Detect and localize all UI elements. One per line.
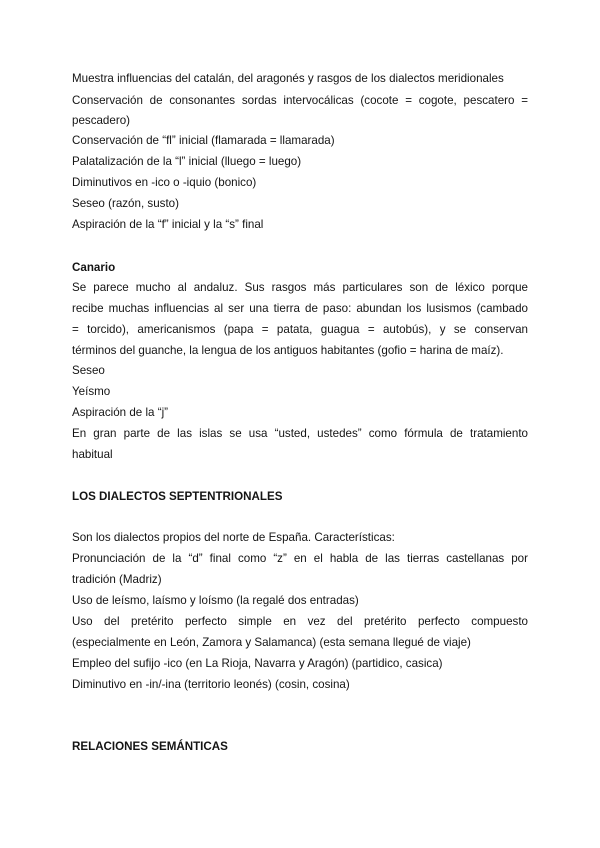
section-heading-relaciones-semanticas: RELACIONES SEMÁNTICAS xyxy=(72,740,228,753)
paragraph-line: En gran parte de las islas se usa “usted, ustedes” como fórmula de tratamiento xyxy=(72,427,528,440)
text-line: Seseo (razón, susto) xyxy=(72,197,179,210)
paragraph-line: Se parece mucho al andaluz. Sus rasgos más particulares son de léxico porque xyxy=(72,281,528,294)
paragraph-line: términos del guanche, la lengua de los antiguos habitantes (gofio = harina de maíz). xyxy=(72,344,504,357)
paragraph-line: (especialmente en León, Zamora y Salamanca) (esta semana llegué de viaje) xyxy=(72,636,471,649)
text-line: Aspiración de la “j” xyxy=(72,406,169,419)
text-line: Conservación de consonantes sordas intervocálicas (cocote = cogote, pescatero = xyxy=(72,94,528,107)
text-line: Uso de leísmo, laísmo y loísmo (la regalé dos entradas) xyxy=(72,594,359,607)
text-line: Diminutivo en -in/-ina (territorio leonés) (cosin, cosina) xyxy=(72,678,350,691)
section-heading-septentrionales: LOS DIALECTOS SEPTENTRIONALES xyxy=(72,490,283,503)
paragraph-line: habitual xyxy=(72,448,113,461)
text-line: Palatalización de la “l” inicial (lluego = luego) xyxy=(72,155,302,168)
text-line: pescadero) xyxy=(72,114,131,127)
paragraph-line: tradición (Madriz) xyxy=(72,573,162,586)
paragraph-line: Pronunciación de la “d” final como “z” en el habla de las tierras castellanas por xyxy=(72,552,528,565)
text-line: Muestra influencias del catalán, del aragonés y rasgos de los dialectos meridionales xyxy=(72,72,504,85)
text-line: Aspiración de la “f” inicial y la “s” final xyxy=(72,218,264,231)
text-line: Empleo del sufijo -ico (en La Rioja, Navarra y Aragón) (partidico, casica) xyxy=(72,657,443,670)
paragraph-line: recibe muchas influencias al ser una tierra de paso: abundan los lusismos (cambado xyxy=(72,302,528,315)
text-line: Yeísmo xyxy=(72,385,111,398)
paragraph-line: = torcido), americanismos (papa = patata, guagua = autobús), y se conservan xyxy=(72,323,528,336)
text-line: Diminutivos en -ico o -iquio (bonico) xyxy=(72,176,257,189)
text-line: Son los dialectos propios del norte de España. Características: xyxy=(72,531,395,544)
section-heading-canario: Canario xyxy=(72,261,116,274)
text-line: Conservación de “fl” inicial (flamarada = llamarada) xyxy=(72,134,335,147)
text-line: Seseo xyxy=(72,364,105,377)
paragraph-line: Uso del pretérito perfecto simple en vez del pretérito perfecto compuesto xyxy=(72,615,528,628)
